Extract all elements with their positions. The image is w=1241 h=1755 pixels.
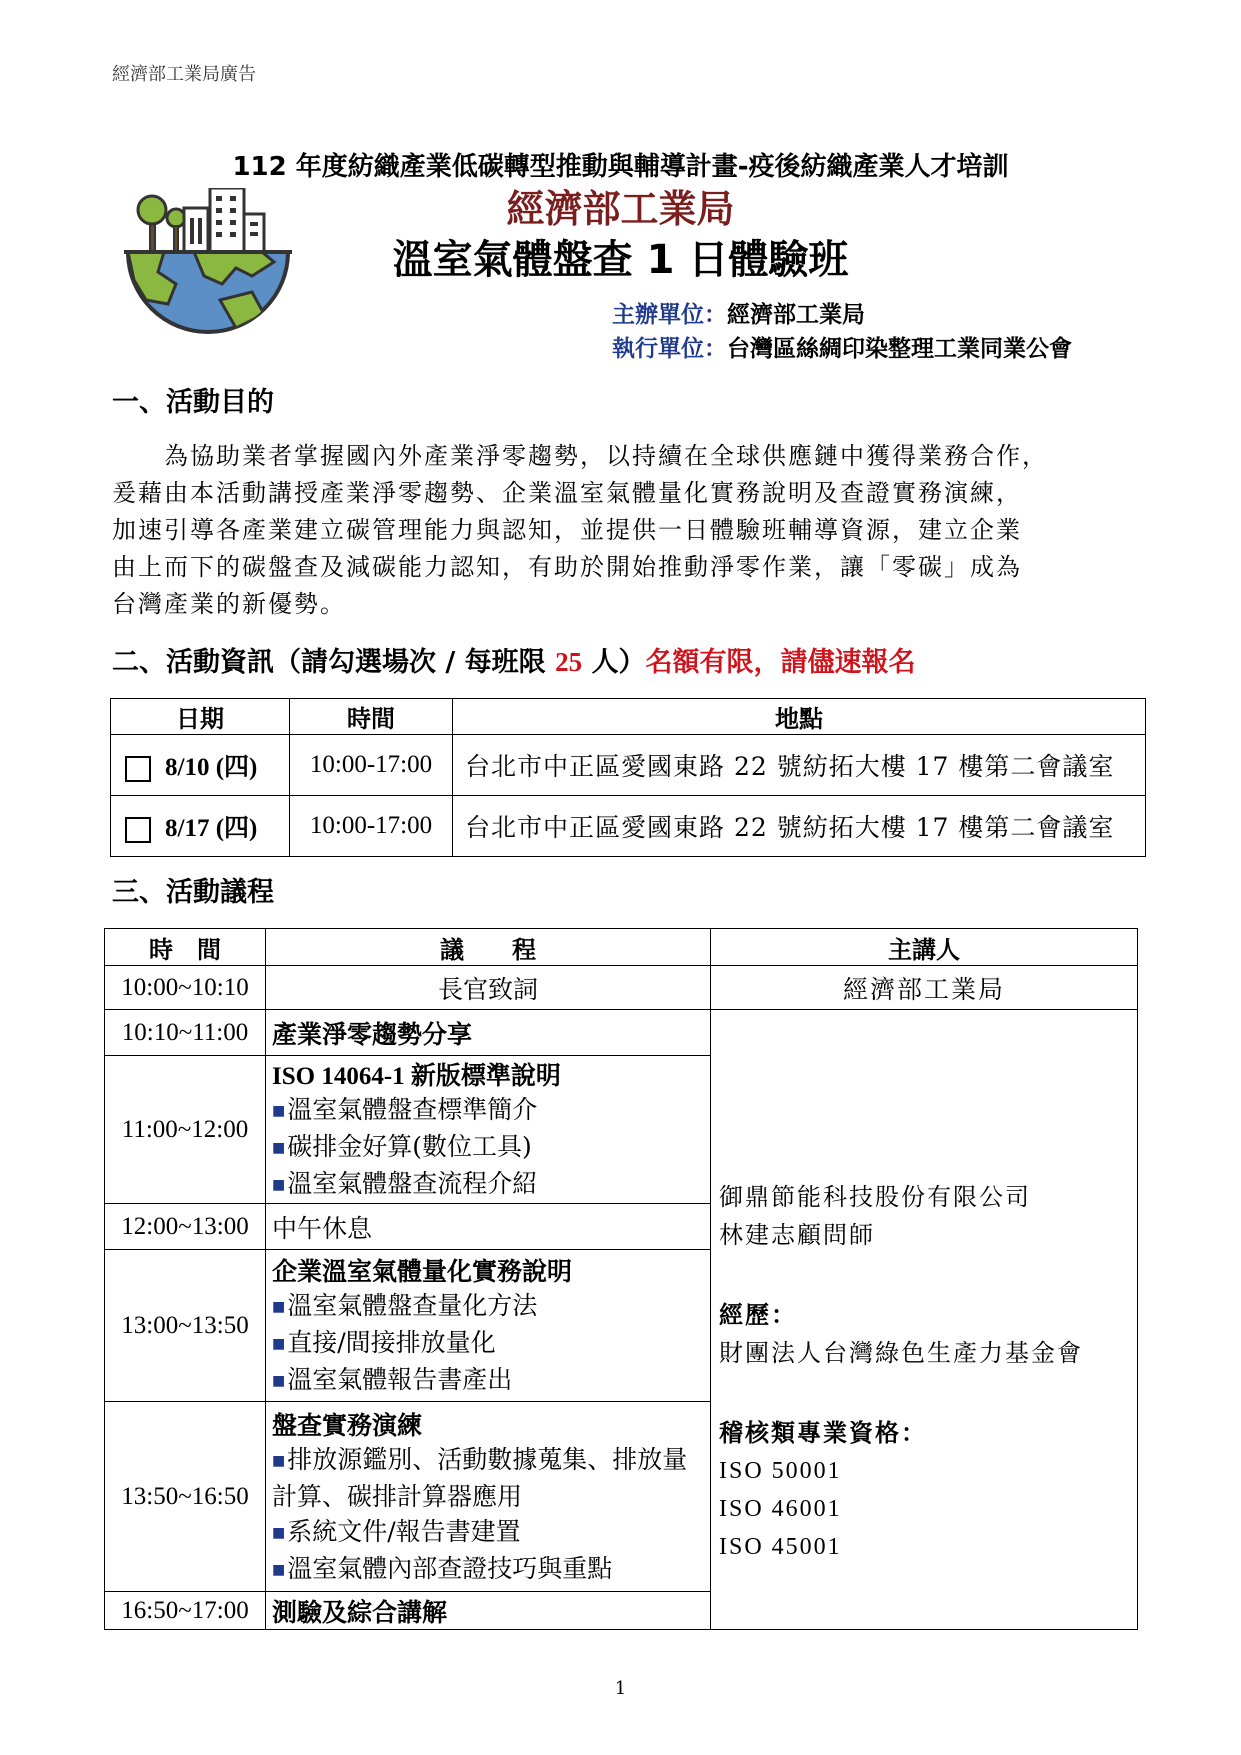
executor-line	[612, 330, 1072, 363]
speaker-qualification-label: 稽核類專業資格：	[719, 1417, 927, 1447]
agenda-item-cell	[266, 1402, 711, 1592]
agenda-bullet: ■系統文件/報告書建置	[272, 1516, 521, 1546]
header-time: 時 間	[105, 929, 266, 966]
agenda-bullet: ■溫室氣體報告書產出	[272, 1365, 513, 1394]
session-time: 10:00-17:00	[290, 796, 453, 857]
section2-heading-a: 二、活動資訊（請勾選場次 / 每班限	[112, 647, 546, 678]
speaker-company: 御鼎節能科技股份有限公司	[719, 1182, 1031, 1211]
speaker-name: 林建志顧問師	[719, 1220, 875, 1249]
session-checkbox[interactable]	[125, 756, 151, 782]
program-title: 112 年度紡織產業低碳轉型推動與輔導計畫-疫後紡織產業人才培訓	[232, 152, 1009, 182]
header-date: 日期	[111, 699, 290, 735]
session-row	[111, 735, 1146, 796]
agenda-bullet: ■溫室氣體內部查證技巧與重點	[272, 1553, 613, 1583]
agenda-item-title: 測驗及綜合講解	[266, 1592, 711, 1630]
session-place: 台北市中正區愛國東路 22 號紡拓大樓 17 樓第二會議室	[453, 796, 1146, 857]
agenda-time: 13:00~13:50	[105, 1250, 266, 1402]
agenda-item-cell	[266, 1056, 711, 1204]
session-place: 台北市中正區愛國東路 22 號紡拓大樓 17 樓第二會議室	[453, 735, 1146, 796]
agenda-time: 13:50~16:50	[105, 1402, 266, 1592]
purpose-line: 為協助業者掌握國內外產業淨零趨勢，以持續在全球供應鏈中獲得業務合作，	[112, 442, 1048, 470]
capacity-number: 25	[555, 647, 583, 677]
agenda-bullet: ■溫室氣體盤查量化方法	[272, 1291, 538, 1320]
session-date: 8/17 (四)	[165, 815, 258, 842]
header-time: 時間	[290, 699, 453, 735]
organizer-value: 經濟部工業局	[727, 302, 865, 328]
header-place: 地點	[453, 699, 1146, 735]
session-date: 8/10 (四)	[165, 754, 258, 781]
agenda-item-title: 盤查實務演練	[272, 1410, 423, 1440]
agenda-time: 11:00~12:00	[105, 1056, 266, 1204]
agenda-item-cell	[266, 1250, 711, 1402]
agenda-row	[105, 966, 1138, 1010]
limited-seats-notice: 名額有限，請儘速報名	[645, 647, 916, 678]
agenda-item: 長官致詞	[266, 966, 711, 1010]
header-note: 經濟部工業局廣告	[112, 64, 256, 85]
session-time: 10:00-17:00	[290, 735, 453, 796]
agenda-bullet: ■排放源鑑別、活動數據蒐集、排放量計算、碳排計算器應用	[272, 1444, 688, 1511]
organizer-label: 主辦單位：	[612, 302, 727, 328]
agenda-bullet: ■碳排金好算(數位工具)	[272, 1132, 532, 1161]
page-number: 1	[614, 1678, 627, 1699]
agenda-item-title: 企業溫室氣體量化實務說明	[272, 1257, 573, 1286]
agenda-time: 10:10~11:00	[105, 1010, 266, 1056]
agenda-bullet: ■溫室氣體盤查流程介紹	[272, 1169, 538, 1198]
agenda-table	[104, 928, 1138, 1630]
purpose-paragraph	[112, 438, 1122, 623]
speaker-cell	[711, 1010, 1138, 1630]
agenda-time: 10:00~10:10	[105, 966, 266, 1010]
course-title: 溫室氣體盤查 1 日體驗班	[392, 237, 849, 283]
agenda-item-title: 產業淨零趨勢分享	[266, 1010, 711, 1056]
organizer-line	[612, 296, 865, 329]
purpose-line: 由上而下的碳盤查及減碳能力認知，有助於開始推動淨零作業，讓「零碳」成為	[112, 553, 1022, 581]
speaker-qualification: ISO 45001	[719, 1533, 842, 1560]
session-table	[110, 698, 1146, 857]
purpose-line: 爰藉由本活動講授產業淨零趨勢、企業溫室氣體量化實務說明及查證實務演練，	[112, 479, 1022, 507]
agenda-bullet: ■直接/間接排放量化	[272, 1328, 496, 1357]
header-agenda: 議 程	[266, 929, 711, 966]
agenda-speaker: 經濟部工業局	[711, 966, 1138, 1010]
agenda-item-title: ISO 14064-1 新版標準說明	[272, 1063, 561, 1090]
speaker-qualification: ISO 46001	[719, 1495, 842, 1522]
section1-heading: 一、活動目的	[112, 387, 274, 418]
purpose-line: 台灣產業的新優勢。	[112, 590, 346, 618]
speaker-qualification: ISO 50001	[719, 1457, 842, 1484]
executor-value: 台灣區絲綢印染整理工業同業公會	[727, 336, 1072, 362]
agenda-bullet: ■溫室氣體盤查標準簡介	[272, 1095, 538, 1124]
header-speaker: 主講人	[711, 929, 1138, 966]
session-row	[111, 796, 1146, 857]
purpose-line: 加速引導各產業建立碳管理能力與認知，並提供一日體驗班輔導資源，建立企業	[112, 516, 1022, 544]
agenda-item: 中午休息	[266, 1204, 711, 1250]
org-title: 經濟部工業局	[506, 187, 735, 231]
agenda-row	[105, 1010, 1138, 1056]
speaker-experience-label: 經歷：	[719, 1299, 797, 1329]
section3-heading: 三、活動議程	[112, 877, 274, 908]
session-date-cell	[111, 796, 290, 857]
section2-heading-b: 人）	[591, 647, 646, 678]
section2-heading	[112, 640, 915, 679]
agenda-time: 12:00~13:00	[105, 1204, 266, 1250]
agenda-time: 16:50~17:00	[105, 1592, 266, 1630]
session-checkbox[interactable]	[125, 817, 151, 843]
speaker-experience: 財團法人台灣綠色生產力基金會	[719, 1338, 1083, 1367]
session-header-row	[111, 699, 1146, 735]
agenda-header-row	[105, 929, 1138, 966]
session-date-cell	[111, 735, 290, 796]
executor-label: 執行單位：	[612, 336, 727, 362]
